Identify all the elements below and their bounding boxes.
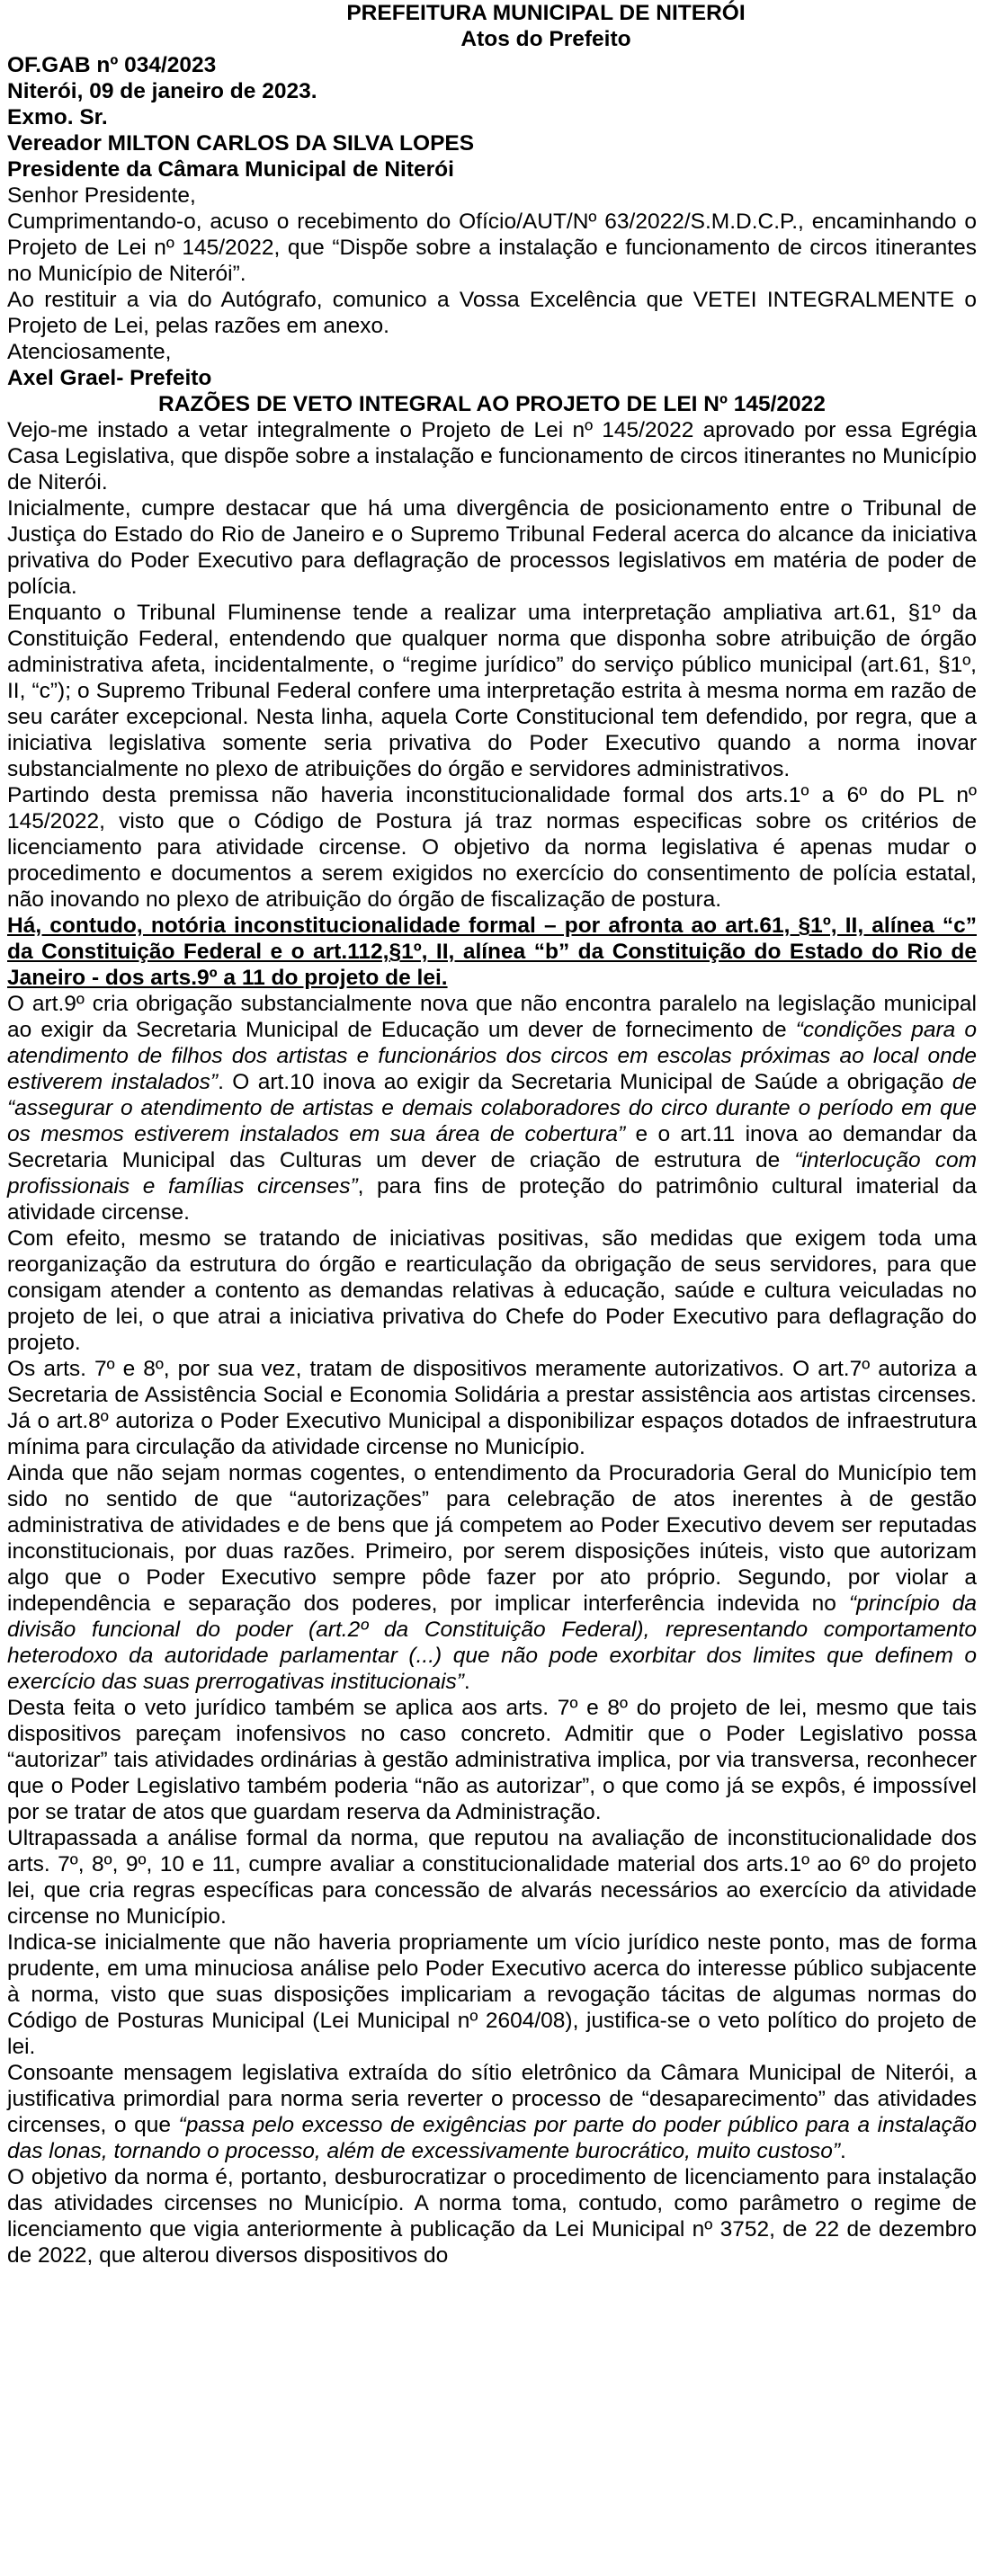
letter-addressee: Vereador MILTON CARLOS DA SILVA LOPES bbox=[7, 131, 475, 156]
header-subtitle: Atos do Prefeito bbox=[460, 27, 631, 51]
reasons-paragraph-10: Desta feita o veto jurídico também se aplica aos arts. 7º e 8º do projeto de lei, mesmo que tais dispositivos pareçam inofensivos no caso concreto. Admitir que o Poder Legislativo possa “autorizar” tais atividades ordinárias à gestão administrativa implica, por via transversa, reconhecer que o Poder Legislativo também poderia “não as autorizar”, o que como já se expôs, é impossível por se tratar de atos que guardam reserva da Administração. bbox=[7, 1696, 977, 1824]
letter-paragraph-1: Cumprimentando-o, acuso o recebimento do Ofício/AUT/Nº 63/2022/S.M.D.C.P., encaminhando o Projeto de Lei nº 145/2022, que “Dispõe sobre a instalação e funcionamento de circos itinerantes no Município de Niterói”. bbox=[7, 209, 977, 286]
letter-closing: Atenciosamente, bbox=[7, 340, 172, 364]
reasons-paragraph-6-quote-health: de “assegurar o atendimento de artistas e demais colaboradores do circo durante o período em que os mesmos estiverem instalados em sua área de cobertura” bbox=[7, 1070, 978, 1146]
letter-addressee-title: Presidente da Câmara Municipal de Niterói bbox=[7, 157, 454, 182]
reasons-paragraph-6-part-e: e o art.11 inova ao demandar da Secretaria Municipal das Culturas um dever de criação de estrutura de bbox=[7, 1122, 977, 1172]
header-title: PREFEITURA MUNICIPAL DE NITERÓI bbox=[346, 1, 746, 25]
letter-greeting: Senhor Presidente, bbox=[7, 183, 196, 208]
reasons-paragraph-6-part-g: , para fins de proteção do patrimônio cultural imaterial da atividade circense. bbox=[7, 1174, 977, 1225]
reasons-paragraph-5: Há, contudo, notória inconstitucionalidade formal – por afronta ao art.61, §1º, II, alínea “c” da Constituição Federal e o art.112,§1º, II, alínea “b” da Constituição do Estado do Rio de Janeiro - dos arts.9º a 11 do projeto de lei. bbox=[7, 914, 977, 990]
reasons-paragraph-13-quote: “passa pelo excesso de exigências por parte do poder público para a instalação das lonas, tornando o processo, além de excessivamente burocrático, muito custoso” bbox=[7, 2113, 977, 2163]
reasons-paragraph-13 bbox=[7, 2060, 977, 2164]
reasons-paragraph-11: Ultrapassada a análise formal da norma, que reputou na avaliação de inconstitucionalidade dos arts. 7º, 8º, 9º, 10 e 11, cumpre avaliar a constitucionalidade material dos arts.1º ao 6º do projeto lei, que cria regras específicas para concessão de alvarás necessários ao exercício da atividade circense no Município. bbox=[7, 1826, 977, 1929]
letter-reference: OF.GAB nº 034/2023 bbox=[7, 53, 217, 77]
reasons-paragraph-13-part-a: Consoante mensagem legislativa extraída do sítio eletrônico da Câmara Municipal de Niterói, a justificativa primordial para norma seria reverter o processo de “desaparecimento” das atividades circenses, o que bbox=[7, 2061, 977, 2137]
reasons-paragraph-12: Indica-se inicialmente que não haveria propriamente um vício jurídico neste ponto, mas de forma prudente, em uma minuciosa análise pelo Poder Executivo acerca do interesse público subjacente à norma, visto que suas disposições implicariam a revogação tácitas de algumas normas do Código de Posturas Municipal (Lei Municipal nº 2604/08), justifica-se o veto político do projeto de lei. bbox=[7, 1930, 977, 2059]
reasons-paragraph-14: O objetivo da norma é, portanto, desburocratizar o procedimento de licenciamento para instalação das atividades circenses no Município. A norma toma, contudo, como parâmetro o regime de licenciamento que vigia anteriormente à publicação da Lei Municipal nº 3752, de 22 de dezembro de 2022, que alterou diversos dispositivos do bbox=[7, 2165, 977, 2268]
letter-signature: Axel Grael- Prefeito bbox=[7, 366, 212, 390]
reasons-paragraph-1: Vejo-me instado a vetar integralmente o Projeto de Lei nº 145/2022 aprovado por essa Egrégia Casa Legislativa, que dispõe sobre a instalação e funcionamento de circos itinerantes no Município de Niterói. bbox=[7, 418, 977, 495]
reasons-paragraph-9-quote: “princípio da divisão funcional do poder (art.2º da Constituição Federal), representando comportamento heterodoxo da autoridade parlamentar (...) que não pode exorbitar dos limites que definem o exercício das suas prerrogativas institucionais” bbox=[7, 1591, 978, 1694]
reasons-paragraph-6-quote-education: “condições para o atendimento de filhos dos artistas e funcionários dos circos em escolas próximas ao local onde estiverem instalados” bbox=[7, 1018, 977, 1094]
reasons-paragraph-7: Com efeito, mesmo se tratando de iniciativas positivas, são medidas que exigem toda uma reorganização da estrutura do órgão e rearticulação da obrigação de seus servidores, para que consigam atender a contento as demandas relativas à educação, saúde e cultura veiculadas no projeto de lei, o que atrai a iniciativa privativa do Chefe do Poder Executivo para deflagração do projeto. bbox=[7, 1226, 977, 1355]
reasons-heading: RAZÕES DE VETO INTEGRAL AO PROJETO DE LEI Nº 145/2022 bbox=[158, 392, 826, 416]
reasons-paragraph-9-part-a: Ainda que não sejam normas cogentes, o entendimento da Procuradoria Geral do Município tem sido no sentido de que “autorizações” para celebração de atos inerentes à de gestão administrativa de atividades e de bens que já competem ao Poder Executivo devem ser reputadas inconstitucionais, por duas razões. Primeiro, por serem disposições inúteis, visto que autorizam algo que o Poder Executivo sempre pôde fazer por ato próprio. Segundo, por violar a independência e separação dos poderes, por implicar interferência indevida no bbox=[7, 1461, 977, 1616]
letter-date: Niterói, 09 de janeiro de 2023. bbox=[7, 79, 317, 103]
reasons-paragraph-2: Inicialmente, cumpre destacar que há uma divergência de posicionamento entre o Tribunal de Justiça do Estado do Rio de Janeiro e o Supremo Tribunal Federal acerca do alcance da iniciativa privativa do Poder Executivo para deflagração de processos legislativos em matéria de poder de polícia. bbox=[7, 496, 977, 599]
reasons-paragraph-9 bbox=[7, 1460, 977, 1695]
reasons-paragraph-8: Os arts. 7º e 8º, por sua vez, tratam de dispositivos meramente autorizativos. O art.7º autoriza a Secretaria de Assistência Social e Economia Solidária a prestar assistência aos artistas circenses. Já o art.8º autoriza o Poder Executivo Municipal a disponibilizar espaços dotados de infraestrutura mínima para circulação da atividade circense no Município. bbox=[7, 1357, 977, 1459]
reasons-paragraph-6-part-a: O art.9º cria obrigação substancialmente nova que não encontra paralelo na legislação municipal ao exigir da Secretaria Municipal de Educação um dever de fornecimento de bbox=[7, 992, 977, 1042]
letter-salutation: Exmo. Sr. bbox=[7, 105, 108, 129]
reasons-paragraph-4: Partindo desta premissa não haveria inconstitucionalidade formal dos arts.1º a 6º do PL nº 145/2022, visto que o Código de Postura já traz normas especificas sobre os critérios de licenciamento para atividade circense. O objetivo da norma legislativa é apenas mudar o procedimento e documentos a serem exigidos no exercício do consentimento de polícia estatal, não inovando no plexo de atribuição do órgão de fiscalização de postura. bbox=[7, 783, 977, 912]
reasons-paragraph-13-part-c: . bbox=[840, 2139, 846, 2163]
reasons-paragraph-9-part-c: . bbox=[463, 1670, 470, 1694]
reasons-paragraph-6-quote-culture: “interlocução com profissionais e famílias circenses” bbox=[7, 1148, 978, 1199]
reasons-paragraph-6 bbox=[7, 991, 977, 1226]
letter-paragraph-2: Ao restituir a via do Autógrafo, comunico a Vossa Excelência que VETEI INTEGRALMENTE o Projeto de Lei, pelas razões em anexo. bbox=[7, 288, 977, 338]
reasons-paragraph-6-part-c: . O art.10 inova ao exigir da Secretaria Municipal de Saúde a obrigação bbox=[218, 1070, 952, 1094]
reasons-paragraph-3: Enquanto o Tribunal Fluminense tende a realizar uma interpretação ampliativa art.61, §1º da Constituição Federal, entendendo que qualquer norma que disponha sobre atribuição de órgão administrativa afeta, incidentalmente, o “regime jurídico” do serviço público municipal (art.61, §1º, II, “c”); o Supremo Tribunal Federal confere uma interpretação estrita à mesma norma em razão de seu caráter excepcional. Nesta linha, aquela Corte Constitucional tem defendido, por regra, que a iniciativa legislativa somente seria privativa do Poder Executivo quando a norma inovar substancialmente no plexo de atribuições do órgão e servidores administrativos. bbox=[7, 601, 977, 781]
